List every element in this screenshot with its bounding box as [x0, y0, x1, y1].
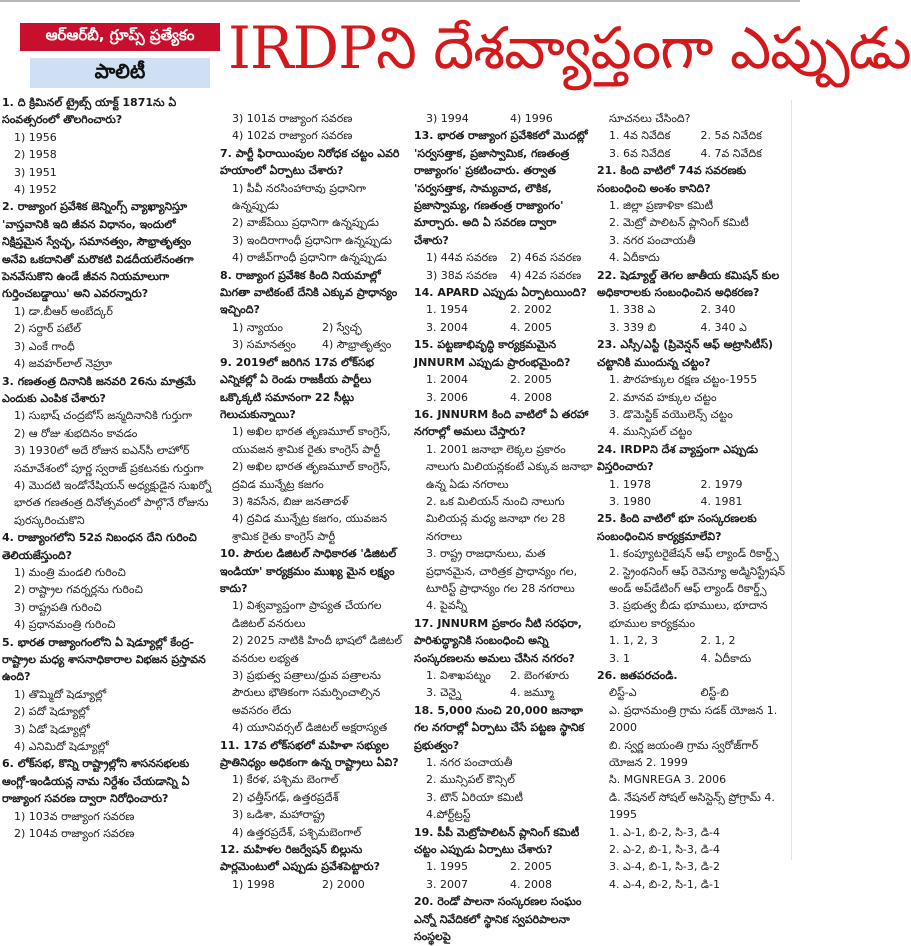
question-text: షెడ్యూల్డ్ తెగల జాతీయ కమిషన్ కుల అధికారాలకు సంబంధించిన అధికరణ? — [597, 268, 780, 300]
option: 4. మున్సిపల్ చట్టం — [609, 425, 693, 439]
question — [414, 127, 594, 284]
option: 1) తొమ్మిదో షెడ్యూల్లో — [14, 687, 107, 701]
lead-option: 3) 1994 — [426, 112, 469, 125]
question-text: రాజ్యాంగ ప్రవేశిక జెన్నింగ్స్ వ్యాఖ్యానిస్తూ 'వాస్తవానికి ఇది జీవన విధానం, ఇందులో నిక్షిప్తమైన స్వేచ్ఛ, సమానత్వం, సౌభ్రాతృత్వం అనేవి ఒకదానితో మరొకటి విడదీయలేనంతగా పెనవేసుకొని ఉండే జీవన నియమాలుగా గుర్తించబడ్డాయి' అని ఎవరన్నారు? — [2, 200, 194, 301]
lead-option: 3) 101వ రాజ్యాంగ సవరణ — [232, 112, 353, 125]
question-text: కింది వాటిలో భూ సంస్కరణలకు సంబంధించిన కార్యక్రమాలేవి? — [597, 512, 757, 543]
question — [597, 267, 792, 337]
option-grid — [220, 876, 412, 893]
question-stem — [597, 336, 792, 371]
option: 3. డొమెస్టిక్ వయొలెన్స్ చట్టం — [609, 407, 733, 421]
question — [220, 267, 412, 354]
option: 3. 2004 — [426, 320, 468, 334]
option: 4) ప్రధానమంత్రి గురించి — [14, 618, 116, 632]
list-header: లిస్ట్-ఎ — [609, 686, 637, 700]
option: 1) విశ్వవ్యాప్తంగా ప్రాప్యత చేయగల డిజిటల్ వనరులు — [232, 599, 382, 630]
option: 2) 104వ రాజ్యాంగ సవరణ — [14, 827, 135, 841]
option: 2. 2005 — [510, 373, 552, 387]
question-text: JNNURM ప్రకారం నీటి సరఫరా, పారిశుద్ధ్యానికి సంబంధించి అన్ని సంస్కరణలను అమలు చేసిన నగరం? — [414, 616, 582, 665]
option: 2. మెట్రో పాలిటన్ ప్లానింగ్ కమిటీ — [609, 216, 749, 230]
option: 4. 340 ఎ — [700, 320, 747, 334]
lead-text: సూచనలు చేసింది? — [609, 112, 691, 125]
question-stem — [597, 267, 792, 302]
option: 1. విశాఖపట్నం — [426, 669, 491, 682]
option: 1. పౌరహక్కుల రక్షణ చట్టం-1955 — [609, 373, 758, 387]
question — [220, 145, 412, 267]
question-number: 4. — [2, 531, 14, 545]
option: 2) ఆ రోజు శుభదినం కావడం — [14, 426, 138, 440]
question-number: 1. — [2, 96, 14, 109]
lead-option: 1. 4వ నివేదిక — [609, 129, 671, 143]
option: 4) జవహర్‌లాల్ నెహ్రూ — [14, 357, 113, 371]
question-stem — [2, 634, 217, 686]
option: 4) ఉత్తరప్రదేశ్, పశ్చిమబెంగాల్ — [232, 825, 362, 839]
column-1 — [2, 94, 217, 924]
option: 4. ఏదీకాదు — [700, 651, 752, 665]
question-number: 15. — [414, 338, 434, 352]
option: 4) 42వ సవరణ — [510, 268, 582, 282]
option: 4) సౌభ్రాతృత్వం — [322, 338, 392, 352]
question — [597, 667, 792, 893]
question-number: 22. — [597, 268, 617, 282]
option: 1. 1, 2, 3 — [609, 634, 658, 648]
option: 2. బెంగళూరు — [510, 669, 570, 682]
option: 3) సమానత్వం — [232, 338, 296, 352]
option: 2) సర్దార్ పటేల్ — [14, 322, 81, 336]
question-text: ది క్రిమినల్ ట్రైబ్స్ యాక్ట్ 1871ను ఏ సంవత్సరంలో తొలగించారు? — [2, 96, 177, 127]
list-headers — [597, 684, 792, 701]
option: 4. పైవన్నీ — [426, 599, 468, 613]
option: 3) శివసేన, బిజు జనతాదళ్ — [232, 494, 349, 508]
option: 2. 2002 — [510, 303, 552, 317]
question-number: 12. — [220, 843, 240, 857]
question-text: ఎస్సీ/ఎస్టీ (ప్రివెన్షన్ ఆఫ్ అట్రాసిటీస్) చట్టానికి ముందున్న చట్టం? — [597, 338, 774, 369]
question-text: రెండో పాలనా సంస్కరణల సంఘం ఎన్నో నివేదికలో స్థానిక స్వపరిపాలనా సంస్థలపై — [414, 895, 582, 944]
option: 3. నగర పంచాయతీ — [609, 233, 696, 247]
question — [597, 510, 792, 667]
question — [414, 615, 594, 702]
option-grid — [414, 301, 594, 336]
option: 1) అఖిల భారత తృణమూల్ కాంగ్రెస్, యువజన శ్రామిక రైతు కాంగ్రెస్ పార్టీ — [232, 425, 391, 456]
question-text: పార్టీ ఫిరాయింపుల నిరోధక చట్టం ఎవరి హయాంలో ఏర్పాటు చేశారు? — [220, 146, 400, 178]
question-stem — [220, 545, 412, 597]
option: 4.పోర్ట్‌ట్రస్ట్ — [426, 808, 471, 822]
question-stem — [2, 373, 217, 408]
question-stem — [414, 406, 594, 441]
question — [2, 755, 217, 842]
lead-option: 4. 7వ నివేదిక — [700, 146, 762, 160]
option: 4. 2008 — [510, 390, 552, 404]
option: 2) 2000 — [322, 877, 365, 891]
lead-option: 4) 1996 — [510, 112, 553, 125]
option: 1) డా.బీఆర్ అంబేద్కర్ — [14, 304, 113, 318]
question — [220, 841, 412, 893]
question-number: 11. — [220, 738, 240, 752]
option: 1) కేరళ, పశ్చిమ బెంగాల్ — [232, 773, 339, 787]
option: 2) ఛత్తీస్‌గఢ్, ఉత్తరప్రదేశ్ — [232, 790, 339, 804]
question-number: 17. — [414, 616, 434, 630]
question-stem — [414, 702, 594, 754]
question-number: 19. — [414, 825, 434, 839]
question-text: రాజ్యాంగ ప్రవేశిక కింది నియమాల్లో మిగతా వాటికంటే దేనికి ఎక్కువ ప్రాధాన్యం ఇచ్చింది? — [220, 268, 398, 317]
question-stem — [597, 667, 792, 684]
question-text: రాజ్యాంగలోని 52వ నిబంధన దేని గురించి తెలియజేస్తుంది? — [2, 531, 197, 562]
option: 3) రాష్ట్రపతి గురించి — [14, 600, 102, 614]
option: 2. 1, 2 — [700, 634, 736, 648]
option: 3. 2007 — [426, 877, 468, 891]
option: 1. 2004 — [426, 373, 468, 387]
question-stem — [414, 284, 594, 301]
option: 1. ఎ-1, బి-2, సి-3, డి-4 — [609, 825, 721, 839]
option: 3) 1951 — [14, 165, 57, 179]
option: 1) 44వ సవరణ — [426, 251, 498, 265]
option: 4) మొదటి ఇండోనేషియన్ అధ్యక్షుడైన సుఖర్నో భారత గణతంత్ర దినోత్సవంలో పాల్గొనే రోజును పురస్కరించుకొని — [14, 478, 212, 527]
option: 3) 1930లో అదే రోజున ఐఎన్‌సీ లాహోర్ సమావేశంలో పూర్ణ స్వరాజ్ ప్రకటనకు గుర్తుగా — [14, 444, 204, 475]
question — [414, 824, 594, 894]
question — [414, 893, 594, 945]
question-number: 14. — [414, 286, 434, 300]
lead-option-grid — [597, 127, 792, 162]
lead-option-grid — [414, 110, 594, 127]
question-stem — [2, 755, 217, 807]
question-number: 25. — [597, 512, 617, 526]
question-number: 5. — [2, 635, 14, 649]
option: 2. 1979 — [700, 477, 743, 491]
question — [2, 634, 217, 756]
question-text: 5,000 నుంచి 20,000 జనాభా గల నగరాల్లో ఏర్పాటు చేసే పట్టణ స్థానిక ప్రభుత్వం? — [414, 703, 585, 752]
lead-option: 3. 6వ నివేదిక — [609, 146, 671, 160]
option: 1) 1956 — [14, 130, 57, 144]
column-4 — [597, 110, 792, 940]
option: 2. 2005 — [510, 860, 552, 874]
question — [220, 354, 412, 545]
option: 1) మంత్రి మండలి గురించి — [14, 565, 126, 579]
option-grid — [414, 858, 594, 893]
question-stem — [220, 145, 412, 180]
column-3 — [414, 110, 594, 944]
question-stem — [597, 162, 792, 197]
question — [597, 441, 792, 511]
question — [597, 336, 792, 440]
option: 3) 38వ సవరణ — [426, 268, 498, 282]
question-text: గణతంత్ర దినానికి జనవరి 26ను మాత్రమే ఎందుకు ఎంపిక చేశారు? — [2, 374, 196, 405]
option: 2) స్వేచ్ఛ — [322, 320, 362, 334]
question-text: 2019లో జరిగిన 17వ లోక్‌సభ ఎన్నికల్లో ఏ రెండు రాజకీయ పార్టీలు ఒక్కొక్కటి సమానంగా 22 సీట్లు గెలుచుకున్నాయి? — [220, 355, 375, 421]
lead-option: 2. 5వ నివేదిక — [700, 129, 762, 143]
option: 2. స్ట్రెంథనింగ్ ఆఫ్ రెవెన్యూ అడ్మినిస్ట్రేషన్ అండ్ అప్‌డేటింగ్ ఆఫ్ ల్యాండ్ రికార్డ్స్ — [609, 564, 786, 595]
question — [414, 702, 594, 824]
question-number: 13. — [414, 129, 434, 143]
option: 3. 1980 — [609, 494, 651, 508]
option: 3) ప్రభుత్వ పత్రాలు/ధ్రువ పత్రాలను పౌరులు భౌతికంగా సమర్పించాల్సిన అవసరం లేదు — [232, 669, 381, 717]
question-number: 23. — [597, 338, 617, 352]
question — [414, 336, 594, 406]
question-text: లోక్‌సభ, కొన్ని రాష్ట్రాల్లోని శాసనసభలకు ఆంగ్లో-ఇండియన్ల నామ నిర్దేశం చేయడాన్ని ఏ రాజ్యాంగ సవరణ ద్వారా నిరోధించారు? — [2, 757, 190, 806]
question-number: 9. — [220, 355, 232, 369]
option: 4) ద్రవిడ మున్నేట్ర కజగం, యువజన శ్రామిక రైతు కాంగ్రెస్ పార్టీ — [232, 512, 388, 543]
question-text: 17వ లోక్‌సభలో మహిళా సభ్యుల ప్రాతినిధ్యం అధికంగా ఉన్న రాష్ట్రాలు ఏవి? — [220, 738, 399, 770]
question-number: 18. — [414, 703, 434, 717]
option: 1) 103వ రాజ్యాంగ సవరణ — [14, 809, 135, 823]
option-grid — [414, 371, 594, 406]
option: 4. ఎ-4, బి-2, సి-1, డి-1 — [609, 877, 721, 891]
question-stem — [414, 893, 594, 945]
option: 2) పదో షెడ్యూల్లో — [14, 705, 90, 719]
option: 1. 1954 — [426, 303, 468, 317]
question-text: జతపరచండి. — [620, 669, 678, 682]
question — [2, 94, 217, 198]
option: 2) అఖిల భారత తృణమూల్ కాంగ్రెస్, ద్రవిడ మున్నేట్ర కజగం — [232, 460, 391, 491]
option: 3. ఎ-4, బి-1, సి-3, డి-2 — [609, 860, 721, 874]
question-number: 6. — [2, 757, 14, 771]
question-stem — [220, 841, 412, 876]
option: సి. MGNREGA 3. 2006 — [609, 773, 727, 787]
question — [2, 529, 217, 633]
option: 3. ప్రభుత్వ బీడు భూములు, భూదాన భూముల కార్యక్రమం — [609, 599, 768, 630]
option: 3. చెన్నై — [426, 686, 462, 700]
question-number: 24. — [597, 442, 617, 456]
question-stem — [2, 198, 217, 302]
option: 4) 1952 — [14, 183, 57, 197]
list-header: లిస్ట్-బి — [700, 686, 729, 700]
option: 1. నగర పంచాయతీ — [426, 756, 513, 770]
question-stem — [220, 737, 412, 772]
option-grid — [414, 249, 594, 284]
question — [597, 162, 792, 266]
section-tag: ఆర్ఆర్‌బీ, గ్రూప్స్ ప్రత్యేకం — [20, 23, 220, 51]
question-text: పౌరుల డిజిటల్ సాధికారత 'డిజిటల్ ఇండియా' కార్యక్రమం ముఖ్య మైన లక్ష్యం కాదు? — [220, 547, 397, 595]
question — [414, 406, 594, 615]
option: ఎ. ప్రధానమంత్రి గ్రామ సడక్ యోజన 1. 2000 — [609, 703, 778, 735]
option-grid — [597, 476, 792, 511]
option: 1. 1978 — [609, 477, 651, 491]
question-text: పీపీ మెట్రోపాలిటన్ ప్లానింగ్ కమిటీ చట్టం ఎప్పుడు ఏర్పాటు చేశారు? — [414, 825, 580, 857]
option-grid — [597, 301, 792, 336]
option: 2. 340 — [700, 303, 736, 317]
option: 4) ఎనిమిదో షెడ్యూల్లో — [14, 740, 109, 754]
option: 2) 1958 — [14, 148, 57, 162]
question-number: 3. — [2, 374, 14, 388]
question — [220, 545, 412, 736]
column-2 — [220, 110, 412, 940]
question-stem — [414, 824, 594, 859]
option: 4. 2008 — [510, 877, 552, 891]
question — [2, 198, 217, 372]
option: 2) 2025 నాటికి హిందీ భాషలో డిజిటల్ వనరుల లభ్యత — [232, 634, 403, 665]
question-number: 20. — [414, 895, 434, 909]
question — [414, 284, 594, 336]
option: 3. 2006 — [426, 390, 468, 404]
option: 1. 338 ఎ — [609, 303, 656, 317]
question-stem — [414, 336, 594, 371]
question-number: 16. — [414, 407, 434, 421]
question-text: భారత రాజ్యాంగంలోని ఏ షెడ్యూల్లో కేంద్ర-రాష్ట్రాల మధ్య శాసనాధికారాల విభజన ప్రస్తావన ఉంది? — [2, 635, 206, 684]
question-text: పట్టణాభివృద్ధి కార్యక్రమమైన JNNURM ఎప్పుడు ప్రారంభమైంది? — [414, 338, 571, 369]
option: బి. స్వర్ణ జయంతి గ్రామ స్వరోజ్‌గార్ యోజన 2. 1999 — [609, 738, 759, 770]
question-stem — [220, 354, 412, 424]
option-grid — [597, 632, 792, 667]
option: 3) ఇందిరాగాంధీ ప్రధానిగా ఉన్నప్పుడు — [232, 233, 392, 247]
question-text: JNNURM కింది వాటిలో ఏ తరహా నగరాల్లో అమలు చేస్తారు? — [414, 407, 589, 439]
question-stem — [2, 94, 217, 129]
question-stem — [414, 615, 594, 667]
question-text: భారత రాజ్యాంగ ప్రవేశికలో మొదట్లో 'సర్వసత్తాక, ప్రజాస్వామిక, గణతంత్ర రాజ్యాంగం' ప్రకటించారు. తర్వాత 'సర్వసత్తాక, సామ్యవాద, లౌకిక, ప్రజాస్వామ్య, గణతంత్ర రాజ్యాంగం' మార్చారు. అది ఏ సవరణ ద్వారా చేశారు? — [414, 129, 588, 247]
option: డి. నేషనల్ సోషల్ అసిస్టెన్స్ ప్రోగ్రామ్ 4. 1995 — [609, 790, 775, 822]
question-text: మహిళల రిజర్వేషన్ బిల్లును పార్లమెంటులో ఎప్పుడు ప్రవేశపెట్టారు? — [220, 843, 380, 874]
question-number: 26. — [597, 669, 617, 682]
option: 3) ఏడో షెడ్యూల్లో — [14, 722, 90, 736]
lead-option: 4) 102వ రాజ్యాంగ సవరణ — [232, 129, 353, 143]
option: 4) యూనివర్సల్ డిజిటల్ అక్షరాస్యత — [232, 721, 388, 735]
question-text: APARD ఎప్పుడు ఏర్పాటయింది? — [437, 286, 587, 300]
option: 4. జమ్మూ — [510, 686, 554, 700]
option: 4. 2005 — [510, 320, 552, 334]
top-rule — [0, 0, 800, 2]
next-column-edge — [791, 100, 800, 860]
option: 2) 46వ సవరణ — [510, 251, 582, 265]
option: 1) పీవీ నరసింహారావు ప్రధానిగా ఉన్నప్పుడు — [232, 181, 367, 213]
option: 1) సుభాష్ చంద్రబోస్ జన్మదినానికి గుర్తుగా — [14, 409, 193, 423]
option: 1. జిల్లా ప్రణాళికా కమిటీ — [609, 199, 714, 213]
option: 3. టౌన్ ఏరియా కమిటీ — [426, 790, 523, 804]
question-text: కింది వాటిలో 74వ సవరణకు సంబంధించి అంశం కానిది? — [597, 164, 747, 195]
option-grid — [220, 319, 412, 354]
option: 2) రాష్ట్రాల గవర్నర్లను గురించి — [14, 583, 143, 597]
question-stem — [2, 529, 217, 564]
option: 1) న్యాయం — [232, 320, 283, 334]
question-number: 10. — [220, 547, 240, 561]
option: 4) రాజీవ్‌గాంధీ ప్రధానిగా ఉన్నప్పుడు — [232, 251, 387, 265]
option: 1. కంప్యూటరైజేషన్ ఆఫ్ ల్యాండ్ రికార్డ్స్ — [609, 547, 779, 561]
option: 2. మానవ హక్కుల చట్టం — [609, 390, 717, 404]
subject-label: పాలిటీ — [30, 58, 210, 88]
option: 4. 1981 — [700, 494, 743, 508]
option: 3) ఎంకే గాంధీ — [14, 339, 75, 353]
question — [2, 373, 217, 530]
question-number: 2. — [2, 200, 14, 214]
option: 1. 2001 జనాభా లెక్కల ప్రకారం నాలుగు మిలియన్లకంటే ఎక్కువ జనాభా ఉన్న ఏడు నగరాలు — [426, 442, 593, 491]
question — [220, 737, 412, 841]
question-number: 21. — [597, 164, 617, 178]
option: 2. ఒక మిలియన్ నుంచి నాలుగు మిలియన్ల మధ్య జనాభా గల 28 నగరాలు — [426, 494, 566, 543]
option: 1. 1995 — [426, 860, 468, 874]
question-number: 8. — [220, 268, 232, 282]
option: 2. ఎ-2, బి-1, సి-3, డి-4 — [609, 843, 721, 857]
option: 2. మున్సిపల్ కౌన్సిల్ — [426, 773, 515, 787]
option: 2) వాజ్‌పేయి ప్రధానిగా ఉన్నప్పుడు — [232, 216, 379, 230]
question-text: IRDPని దేశ వ్యాప్తంగా ఎప్పుడు విస్తరించారు? — [597, 442, 759, 474]
option: 3. రాష్ట్ర రాజధానులు, మత ప్రధానమైన, చారిత్రక ప్రాధాన్యం గల, టూరిస్ట్ ప్రాధాన్యం గల 28 నగరాలు — [426, 547, 578, 595]
option: 1) 1998 — [232, 877, 275, 891]
option: 3. 339 బి — [609, 320, 656, 334]
option: 3. 1 — [609, 651, 630, 665]
option: 4. ఏదీకాదు — [609, 251, 660, 265]
question-stem — [597, 441, 792, 476]
option: 3) ఒడిశా, మహారాష్ట్ర — [232, 808, 325, 822]
option-grid — [414, 667, 594, 702]
question-stem — [414, 127, 594, 249]
question-stem — [597, 510, 792, 545]
question-number: 7. — [220, 146, 232, 160]
question-stem — [220, 267, 412, 319]
headline: IRDPని దేశవ్యాప్తంగా ఎప్పుడు — [228, 14, 911, 82]
